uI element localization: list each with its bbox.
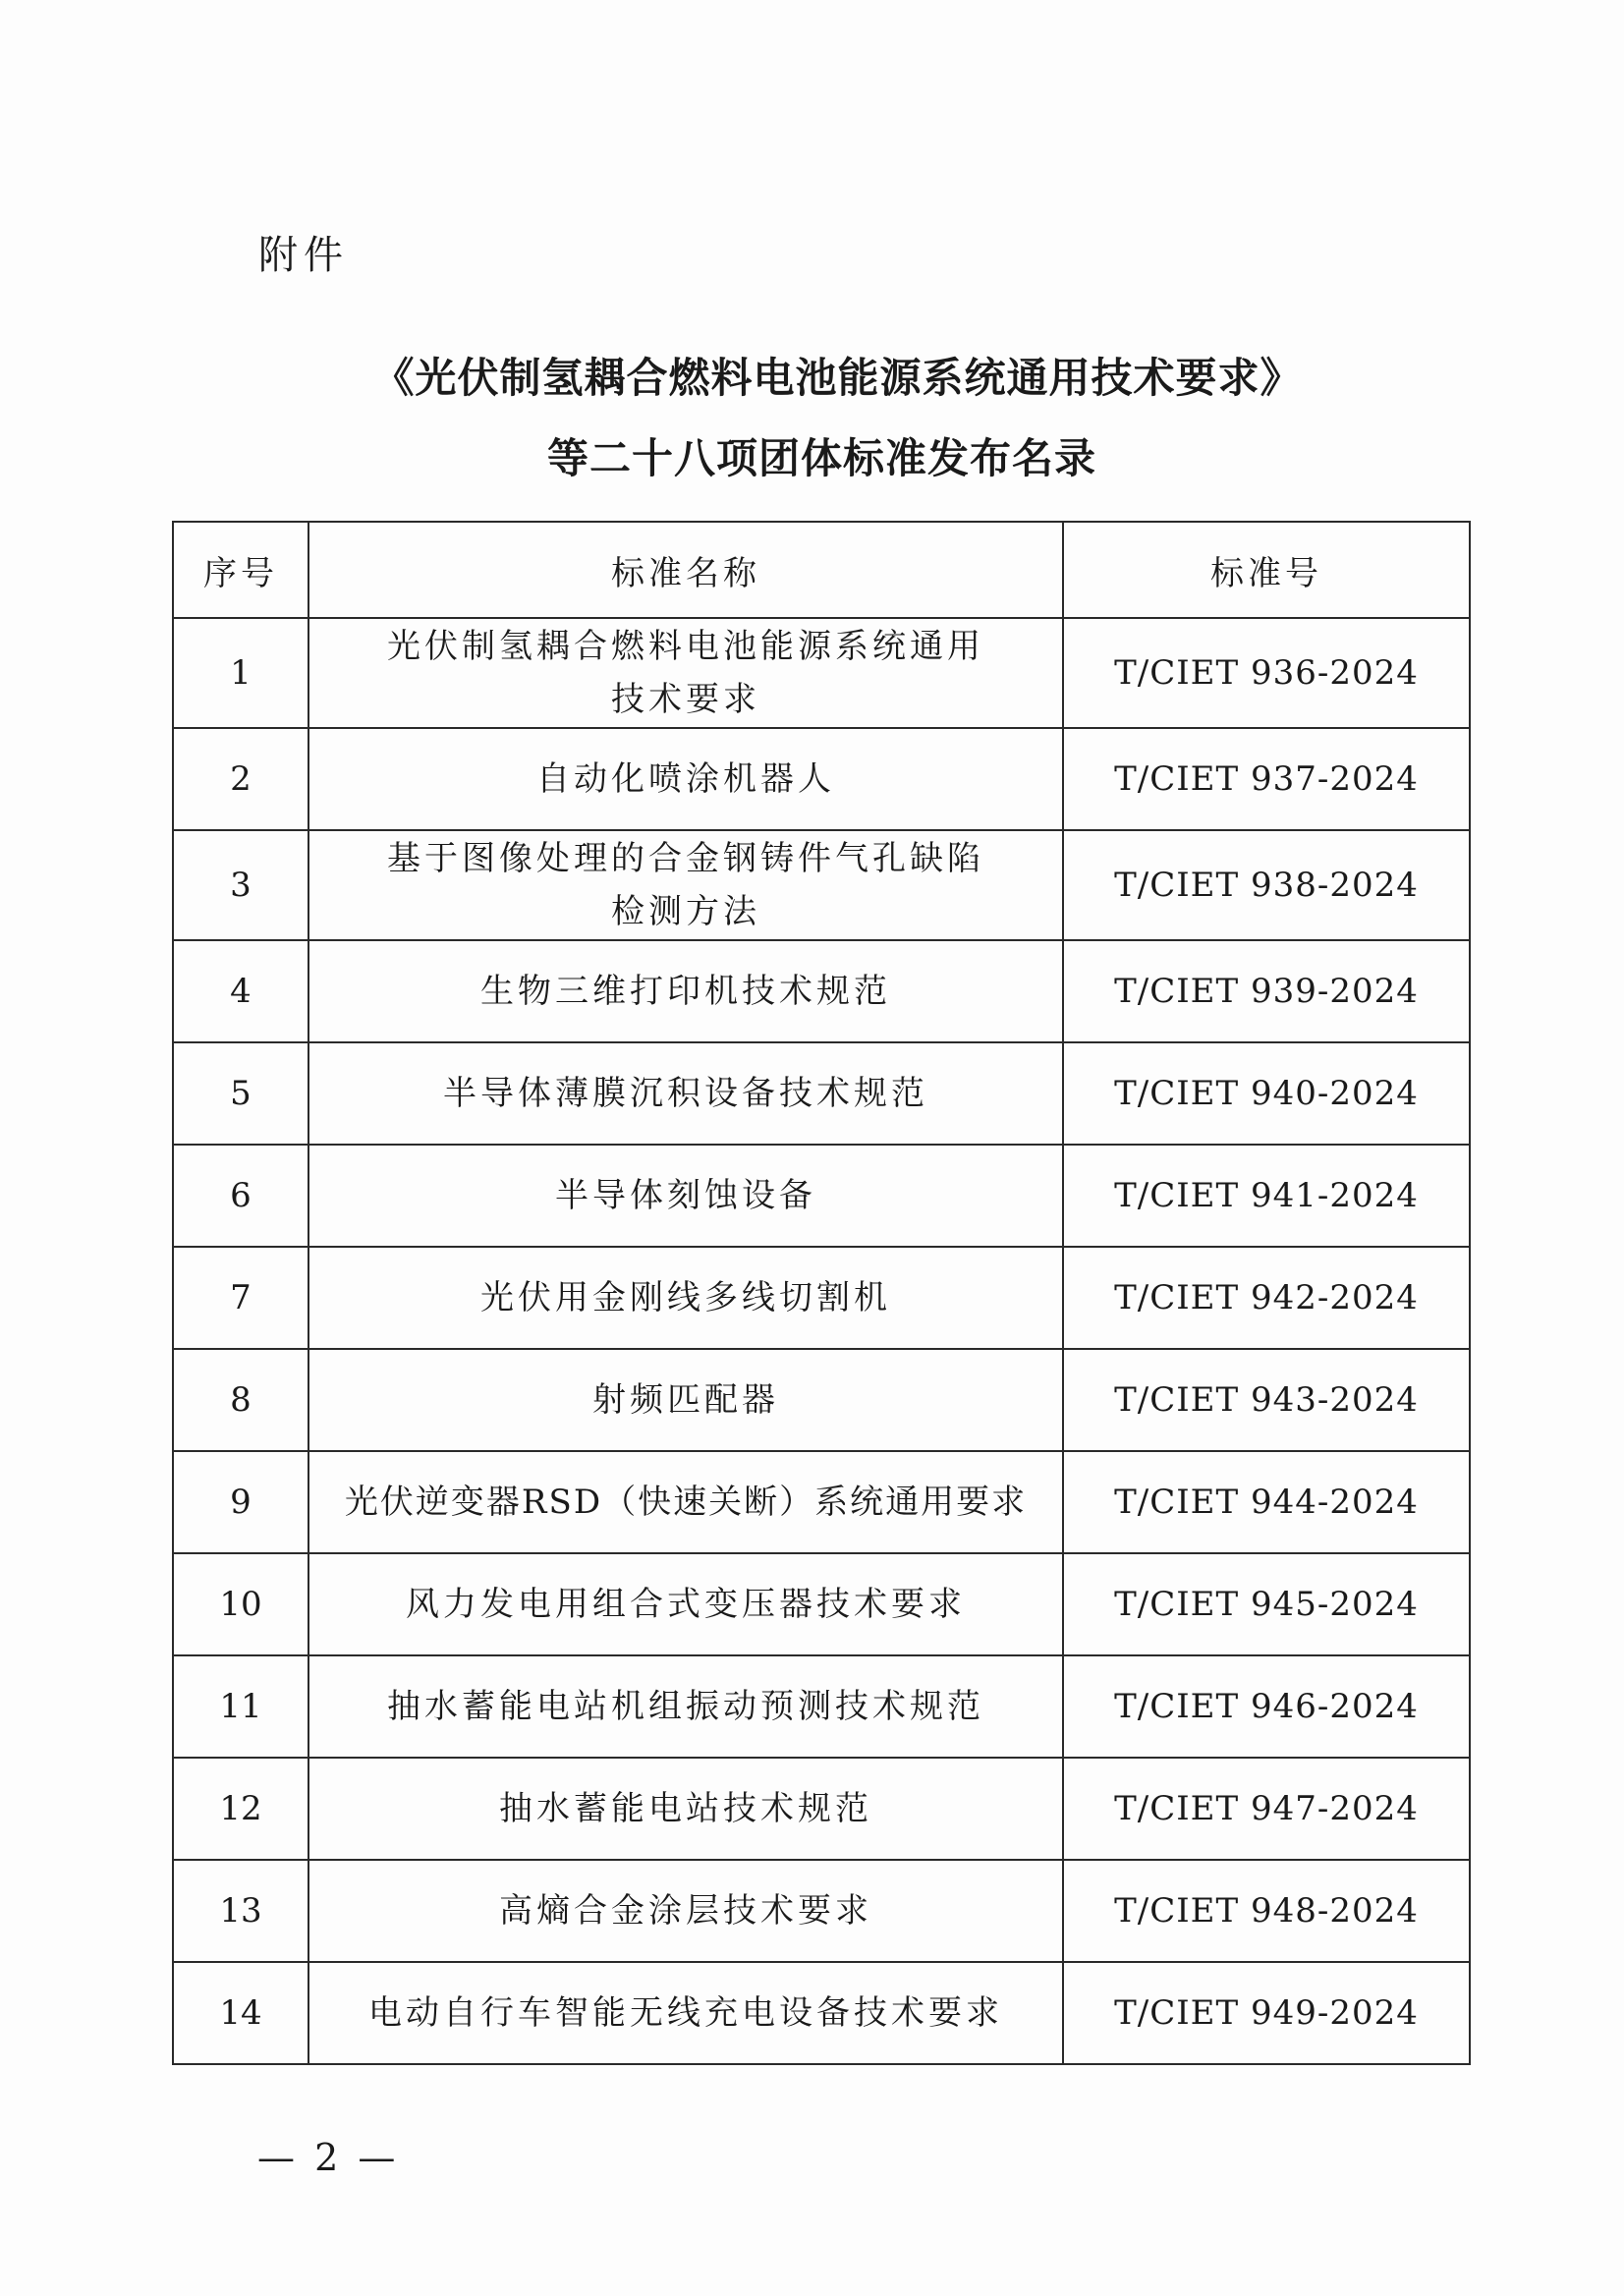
header-standard-name: 标准名称 [308, 522, 1063, 618]
row-serial-number: 14 [173, 1962, 308, 2064]
row-standard-name: 高熵合金涂层技术要求 [308, 1860, 1063, 1962]
row-standard-name: 射频匹配器 [308, 1349, 1063, 1451]
table-row [173, 1451, 1470, 1553]
row-serial-number: 6 [173, 1145, 308, 1247]
row-serial-number: 11 [173, 1655, 308, 1758]
row-standard-name: 抽水蓄能电站机组振动预测技术规范 [308, 1655, 1063, 1758]
standard-name-line-1: 基于图像处理的合金钢铸件气孔缺陷 [387, 839, 984, 878]
table-row [173, 618, 1470, 728]
row-standard-name: 生物三维打印机技术规范 [308, 940, 1063, 1042]
row-standard-name: 电动自行车智能无线充电设备技术要求 [308, 1962, 1063, 2064]
row-standard-name [308, 618, 1063, 728]
row-standard-code: T/CIET 942-2024 [1063, 1247, 1470, 1349]
table-header-row [173, 522, 1470, 618]
table-row [173, 1042, 1470, 1145]
attachment-label: 附件 [258, 233, 349, 278]
standard-name-line-1: 光伏制氢耦合燃料电池能源系统通用 [387, 627, 984, 666]
row-standard-code: T/CIET 940-2024 [1063, 1042, 1470, 1145]
row-standard-code: T/CIET 936-2024 [1063, 618, 1470, 728]
row-serial-number: 8 [173, 1349, 308, 1451]
table-row [173, 1349, 1470, 1451]
row-standard-code: T/CIET 943-2024 [1063, 1349, 1470, 1451]
row-standard-code: T/CIET 946-2024 [1063, 1655, 1470, 1758]
row-standard-code: T/CIET 941-2024 [1063, 1145, 1470, 1247]
table-row [173, 1553, 1470, 1655]
row-standard-code: T/CIET 939-2024 [1063, 940, 1470, 1042]
row-serial-number: 13 [173, 1860, 308, 1962]
table-row [173, 1655, 1470, 1758]
row-standard-name: 抽水蓄能电站技术规范 [308, 1758, 1063, 1860]
row-serial-number: 2 [173, 728, 308, 830]
row-serial-number: 10 [173, 1553, 308, 1655]
table-row [173, 728, 1470, 830]
row-serial-number: 9 [173, 1451, 308, 1553]
row-serial-number: 1 [173, 618, 308, 728]
row-serial-number: 7 [173, 1247, 308, 1349]
table-row [173, 830, 1470, 940]
row-standard-code: T/CIET 948-2024 [1063, 1860, 1470, 1962]
row-serial-number: 4 [173, 940, 308, 1042]
standard-name-line-2: 技术要求 [611, 680, 760, 719]
row-standard-code: T/CIET 945-2024 [1063, 1553, 1470, 1655]
page-number: — 2 — [257, 2136, 400, 2179]
table-row [173, 1860, 1470, 1962]
header-standard-code: 标准号 [1063, 522, 1470, 618]
document-title-line-1: 《光伏制氢耦合燃料电池能源系统通用技术要求》 [372, 354, 1303, 402]
table-row [173, 1247, 1470, 1349]
row-standard-name: 自动化喷涂机器人 [308, 728, 1063, 830]
standard-name-line-2: 检测方法 [611, 892, 760, 931]
table-row [173, 1962, 1470, 2064]
row-serial-number: 12 [173, 1758, 308, 1860]
table-row [173, 1758, 1470, 1860]
row-standard-name: 光伏逆变器RSD（快速关断）系统通用要求 [308, 1451, 1063, 1553]
row-standard-name [308, 830, 1063, 940]
row-standard-name: 风力发电用组合式变压器技术要求 [308, 1553, 1063, 1655]
row-standard-code: T/CIET 938-2024 [1063, 830, 1470, 940]
document-title-line-2: 等二十八项团体标准发布名录 [546, 434, 1096, 482]
row-standard-name: 半导体薄膜沉积设备技术规范 [308, 1042, 1063, 1145]
row-standard-code: T/CIET 944-2024 [1063, 1451, 1470, 1553]
row-standard-code: T/CIET 937-2024 [1063, 728, 1470, 830]
header-serial-number: 序号 [173, 522, 308, 618]
table-row [173, 1145, 1470, 1247]
table-row [173, 940, 1470, 1042]
row-serial-number: 5 [173, 1042, 308, 1145]
row-serial-number: 3 [173, 830, 308, 940]
row-standard-code: T/CIET 949-2024 [1063, 1962, 1470, 2064]
row-standard-code: T/CIET 947-2024 [1063, 1758, 1470, 1860]
row-standard-name: 半导体刻蚀设备 [308, 1145, 1063, 1247]
row-standard-name: 光伏用金刚线多线切割机 [308, 1247, 1063, 1349]
standards-table [172, 521, 1471, 2065]
